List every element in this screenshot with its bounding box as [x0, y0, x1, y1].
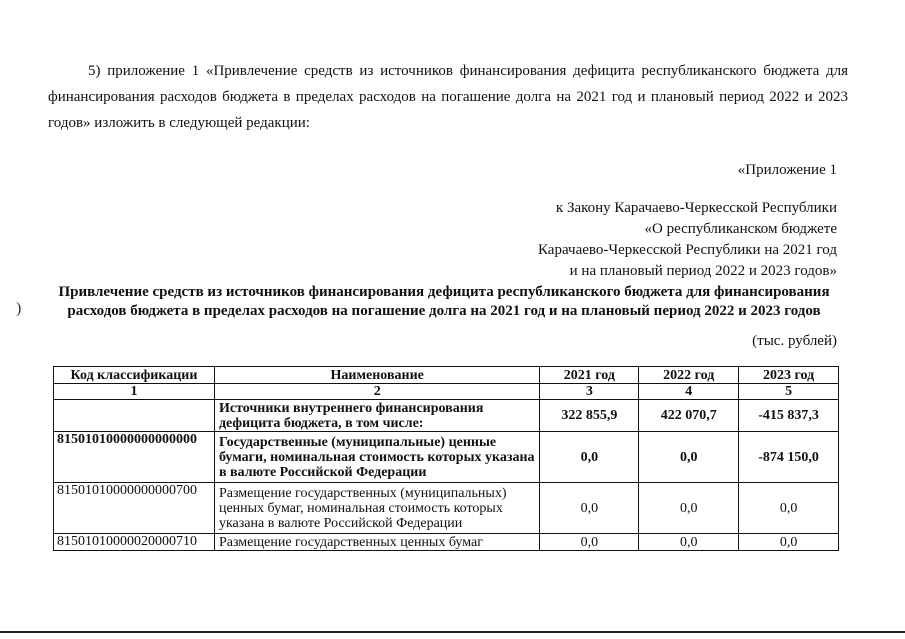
row-value-2023: -874 150,0 [739, 432, 839, 483]
column-number-row [54, 384, 839, 400]
row-value-2021: 0,0 [540, 483, 639, 534]
header-2022: 2022 год [639, 367, 739, 384]
row-name: Источники внутреннего финансирования дефицита бюджета, в том числе: [214, 400, 539, 432]
row-code: 81501010000000000000 [54, 432, 215, 483]
table-header-row [54, 367, 839, 384]
appendix-line: и на плановый период 2022 и 2023 годов» [569, 263, 837, 279]
column-number: 4 [639, 384, 739, 400]
row-code [54, 400, 215, 432]
row-value-2023: 0,0 [739, 483, 839, 534]
intro-paragraph: 5) приложение 1 «Привлечение средств из источников финансирования дефицита республиканского бюджета для финансирования расходов бюджета в пределах расходов на погашение долга на 2021 год и плановый период 2022 и 2023 годов» изложить в следующей редакции: [48, 63, 848, 131]
row-value-2021: 0,0 [540, 432, 639, 483]
appendix-line: к Закону Карачаево-Черкесской Республики [555, 200, 837, 216]
column-number: 1 [54, 384, 215, 400]
row-value-2022: 0,0 [639, 483, 739, 534]
table-row [54, 534, 839, 551]
unit-label: (тыс. рублей) [752, 333, 837, 349]
row-value-2022: 0,0 [639, 432, 739, 483]
row-name: Размещение государственных ценных бумаг [214, 534, 539, 551]
row-value-2023: -415 837,3 [739, 400, 839, 432]
table-row [54, 483, 839, 534]
row-code: 81501010000000000700 [54, 483, 215, 534]
scan-edge-line [0, 631, 905, 633]
header-2021: 2021 год [540, 367, 639, 384]
row-code: 81501010000020000710 [54, 534, 215, 551]
row-value-2021: 0,0 [540, 534, 639, 551]
column-number: 2 [214, 384, 539, 400]
row-value-2021: 322 855,9 [540, 400, 639, 432]
appendix-title: «Приложение 1 [737, 162, 837, 178]
document-title: Привлечение средств из источников финансирования дефицита республиканского бюджета для финансирования расходов бюджета в пределах расходов на погашение долга на 2021 год и на плановый период 2022 и 2023 годов [58, 284, 830, 319]
financing-table [53, 366, 839, 551]
column-number: 5 [739, 384, 839, 400]
table-row [54, 432, 839, 483]
table-row [54, 400, 839, 432]
appendix-line: «О республиканском бюджете [644, 221, 837, 237]
appendix-reference [538, 160, 837, 282]
row-name: Размещение государственных (муниципальных) ценных бумаг, номинальная стоимость которых указана в валюте Российской Федерации [214, 483, 539, 534]
appendix-line: Карачаево-Черкесской Республики на 2021 год [538, 242, 837, 258]
row-value-2023: 0,0 [739, 534, 839, 551]
header-2023: 2023 год [739, 367, 839, 384]
row-value-2022: 0,0 [639, 534, 739, 551]
column-number: 3 [540, 384, 639, 400]
margin-mark: ) [16, 300, 22, 317]
row-name: Государственные (муниципальные) ценные бумаги, номинальная стоимость которых указана в валюте Российской Федерации [214, 432, 539, 483]
header-name: Наименование [214, 367, 539, 384]
row-value-2022: 422 070,7 [639, 400, 739, 432]
header-code: Код классификации [54, 367, 215, 384]
